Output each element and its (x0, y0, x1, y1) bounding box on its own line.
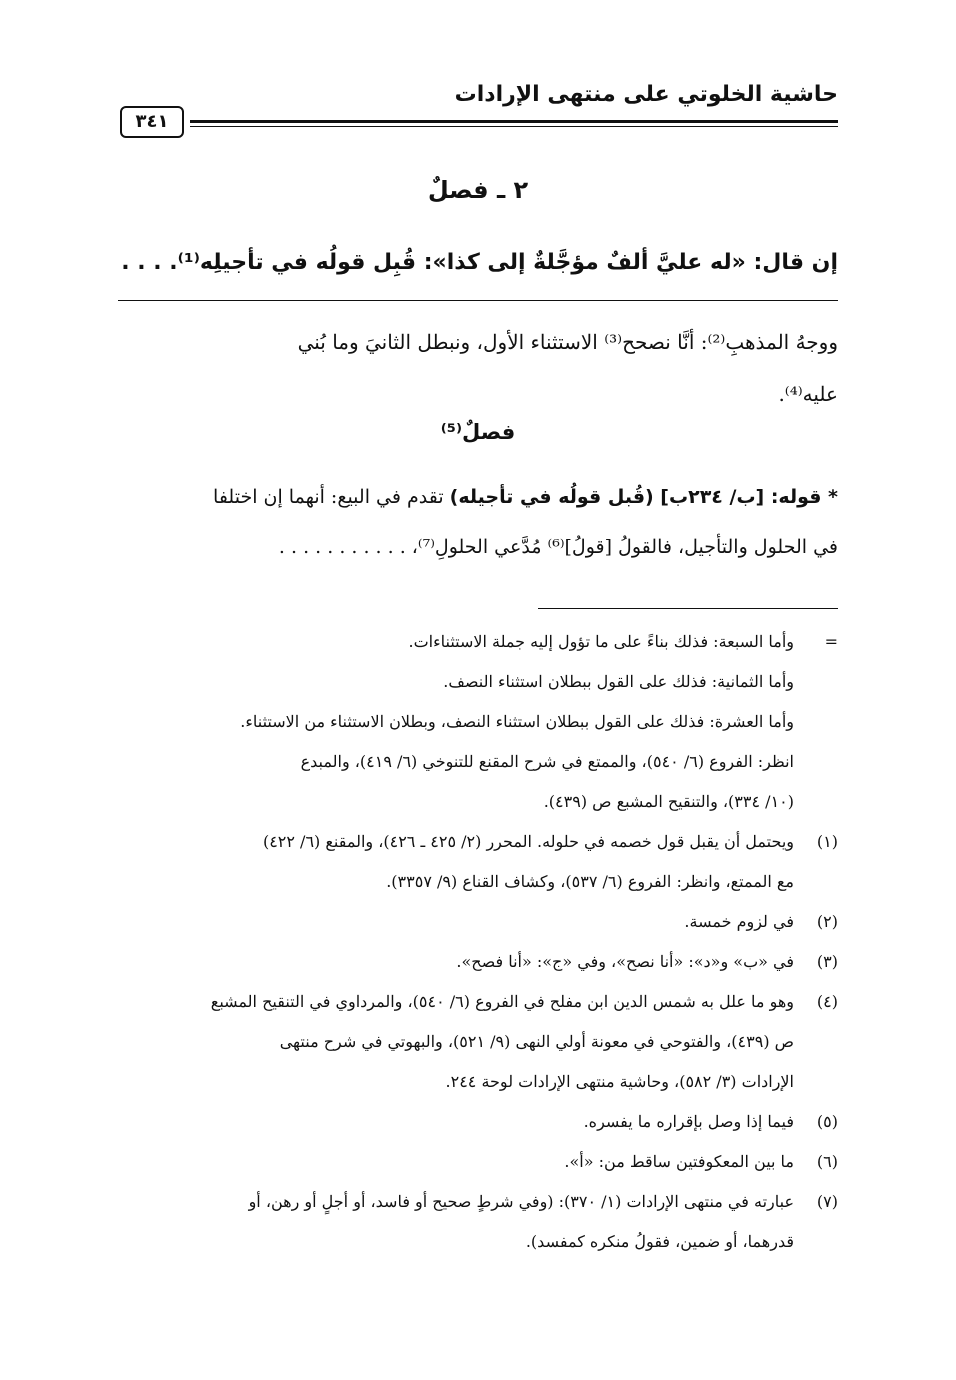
footnote-line: انظر: الفروع (٦/ ٥٤٠)، والممتع في شرح المقنع للتنوخي (٦/ ٤١٩)، والمبدع (300, 752, 794, 771)
footnote-line: عبارته في منتهى الإرادات (١/ ٣٧٠): (وفي شرطٍ صحيح أو فاسد، أو أجلٍ أو رهن، أو (248, 1192, 794, 1211)
commentary-line: عليه⁽⁴⁾. (778, 382, 838, 406)
footnote-number: (٤) (816, 992, 838, 1011)
main-statement: إن قال: «له عليَّ ألفٌ مؤجَّلةٌ إلى كذا»: قُبِل قولُه في تأجيلِه⁽¹⁾. . . . (121, 250, 838, 275)
footnote-line: (١٠/ ٣٣٤)، والتنقيح المشبع ص (٤٣٩). (543, 792, 794, 811)
footnote-text (118, 942, 794, 982)
footnote-text (118, 982, 794, 1102)
footnote-item (118, 1182, 838, 1262)
running-title: حاشية الخلوتي على منتهى الإرادات (454, 82, 838, 107)
footnote-text (118, 1102, 794, 1142)
gloss-lemma: * قوله: [ب/ ٢٣٤ب] (قُبل قولُه في تأجيله) (449, 486, 838, 508)
footnote-line: ص (٤٣٩)، والفتوحي في معونة أولي النهى (٩/ ٥٢١)، والبهوتي في شرح منتهى (279, 1032, 794, 1051)
header-rule (190, 120, 838, 127)
footnote-line: وأما السبعة: فذلك بناءً على ما تؤول إليه جملة الاستثناءات. (408, 632, 794, 651)
footnote-number: = (824, 632, 838, 651)
footnote-line: في «ب» و«د»: «أنا نصح»، وفي «ج»: «أنا فصح». (456, 952, 794, 971)
footnote-text (118, 822, 794, 902)
footnote-item (118, 942, 838, 982)
footnote-item (118, 822, 838, 902)
gloss-line (118, 472, 838, 522)
statement-rule (118, 300, 838, 301)
footnote-text (118, 1182, 794, 1262)
section-heading: ٢ ـ فصلٌ (427, 176, 529, 204)
footnote-number: (٢) (816, 912, 838, 931)
footnote-number: (٥) (816, 1112, 838, 1131)
footnotes (118, 622, 838, 1262)
footnote-line: وأما العشرة: فذلك على القول ببطلان استثناء النصف، وبطلان الاستثناء من الاستثناء. (240, 712, 794, 731)
footnote-text (118, 1142, 794, 1182)
footnote-item (118, 982, 838, 1102)
footnote-text (118, 622, 794, 822)
footnote-line: في لزوم خمسة. (684, 912, 794, 931)
footnote-number: (١) (816, 832, 838, 851)
subsection-heading: فصلٌ⁽⁵⁾ (440, 420, 516, 444)
gloss-text: تقدم في البيع: أنهما إن اختلفا (213, 486, 450, 508)
footnote-line: وأما الثمانية: فذلك على القول ببطلان استثناء النصف. (443, 672, 794, 691)
footnote-item (118, 1142, 838, 1182)
footnote-line: الإرادات (٣/ ٥٨٢)، وحاشية منتهى الإرادات لوحة ٢٤٤. (445, 1072, 794, 1091)
footnote-separator (538, 608, 838, 609)
footnote-line: ويحتمل أن يقبل قول خصمه في حلوله. المحرر (٢/ ٤٢٥ ـ ٤٢٦)، والمقنع (٦/ ٤٢٢) (262, 832, 794, 851)
footnote-line: قدرهما، أو ضمين، فقولُ منكره كمفسد). (525, 1232, 794, 1251)
gloss-paragraph (118, 472, 838, 572)
commentary (118, 316, 838, 420)
footnote-line: ما بين المعكوفتين ساقط من: «أ». (564, 1152, 794, 1171)
gloss-line: في الحلول والتأجيل، فالقولُ [قولُ]⁽⁶⁾ مُدَّعي الحلولِ⁽⁷⁾، . . . . . . . . . . . (278, 536, 838, 558)
page-header (120, 82, 838, 132)
footnote-item (118, 902, 838, 942)
footnote-line: مع الممتع، وانظر: الفروع (٦/ ٥٣٧)، وكشاف القناع (٩/ ٣٣٥٧). (386, 872, 794, 891)
footnote-item (118, 622, 838, 822)
footnote-line: وهو ما علل به شمس الدين ابن مفلح في الفروع (٦/ ٥٤٠)، والمرداوي في التنقيح المشبع (210, 992, 794, 1011)
footnote-number: (٧) (816, 1192, 838, 1211)
footnote-text (118, 902, 794, 942)
footnote-line: فيما إذا وصل بإقراره ما يفسره. (583, 1112, 794, 1131)
footnote-number: (٦) (816, 1152, 838, 1171)
footnote-item (118, 1102, 838, 1142)
page-number: ٣٤١ (120, 106, 184, 138)
commentary-line: ووجهُ المذهبِ⁽²⁾: أنَّا نصحح⁽³⁾ الاستثناء الأول، ونبطل الثانيَ وما بُني (297, 330, 838, 354)
footnote-number: (٣) (816, 952, 838, 971)
